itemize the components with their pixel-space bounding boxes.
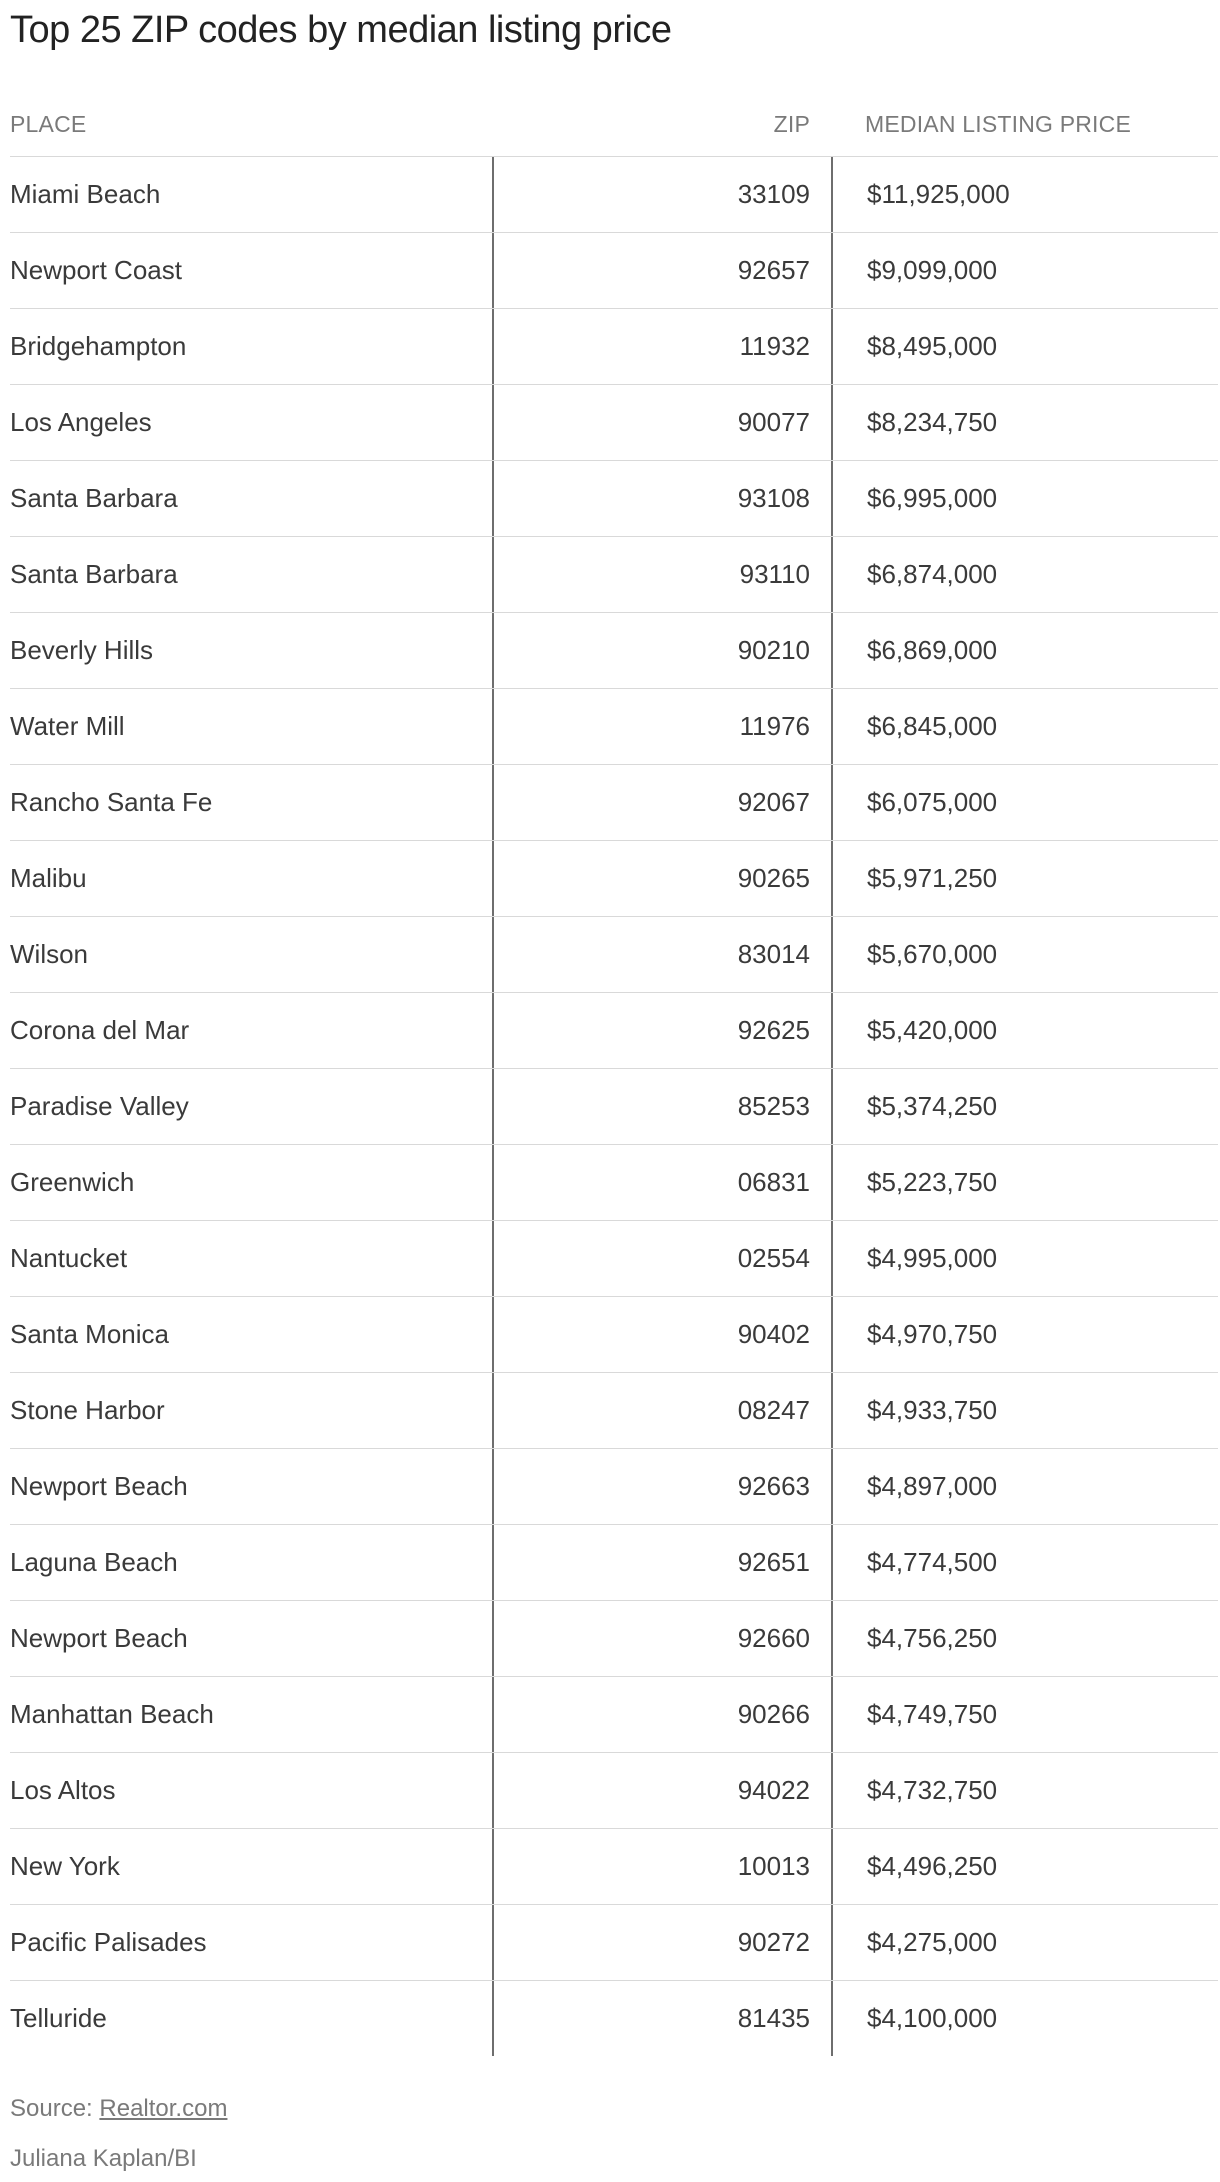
cell-place: Pacific Palisades	[10, 1927, 207, 1957]
cell-price: $8,234,750	[831, 385, 1218, 460]
cell-zip: 90272	[492, 1905, 810, 1980]
table-row	[10, 1221, 1218, 1297]
table-row	[10, 1525, 1218, 1601]
cell-price: $4,496,250	[831, 1829, 1218, 1904]
cell-place: Corona del Mar	[10, 1015, 190, 1045]
column-header-price: MEDIAN LISTING PRICE	[865, 111, 1131, 137]
cell-zip: 83014	[492, 917, 810, 992]
cell-zip: 92651	[492, 1525, 810, 1600]
cell-place: Nantucket	[10, 1243, 128, 1273]
cell-price: $8,495,000	[831, 309, 1218, 384]
cell-zip: 94022	[492, 1753, 810, 1828]
cell-zip: 06831	[492, 1145, 810, 1220]
table-header	[10, 100, 1218, 157]
table-row	[10, 613, 1218, 689]
cell-price: $4,100,000	[831, 1981, 1218, 2056]
cell-zip: 81435	[492, 1981, 810, 2056]
table-row	[10, 1069, 1218, 1145]
cell-place: Newport Beach	[10, 1471, 188, 1501]
cell-zip: 92657	[492, 233, 810, 308]
table-row	[10, 841, 1218, 917]
table-row	[10, 1601, 1218, 1677]
cell-zip: 90266	[492, 1677, 810, 1752]
cell-price: $6,874,000	[831, 537, 1218, 612]
cell-place: Malibu	[10, 863, 87, 893]
cell-zip: 33109	[492, 157, 810, 232]
cell-price: $5,420,000	[831, 993, 1218, 1068]
cell-place: Los Altos	[10, 1775, 116, 1805]
table-row	[10, 1373, 1218, 1449]
cell-place: Wilson	[10, 939, 89, 969]
cell-price: $4,749,750	[831, 1677, 1218, 1752]
cell-place: Telluride	[10, 2003, 107, 2033]
cell-price: $4,970,750	[831, 1297, 1218, 1372]
cell-zip: 11932	[492, 309, 810, 384]
cell-price: $5,971,250	[831, 841, 1218, 916]
table-row	[10, 1981, 1218, 2057]
cell-place: New York	[10, 1851, 120, 1881]
cell-place: Los Angeles	[10, 407, 152, 437]
cell-price: $11,925,000	[831, 157, 1218, 232]
table-row	[10, 689, 1218, 765]
cell-price: $5,223,750	[831, 1145, 1218, 1220]
cell-place: Paradise Valley	[10, 1091, 189, 1121]
cell-place: Water Mill	[10, 711, 125, 741]
cell-place: Newport Coast	[10, 255, 182, 285]
cell-zip: 90210	[492, 613, 810, 688]
table-row	[10, 157, 1218, 233]
table-row	[10, 1905, 1218, 1981]
cell-zip: 93110	[492, 537, 810, 612]
table-row	[10, 1677, 1218, 1753]
cell-place: Santa Barbara	[10, 483, 178, 513]
cell-price: $9,099,000	[831, 233, 1218, 308]
table-row	[10, 993, 1218, 1069]
cell-place: Laguna Beach	[10, 1547, 178, 1577]
data-table	[10, 100, 1218, 2057]
table-row	[10, 537, 1218, 613]
table-row	[10, 917, 1218, 993]
cell-zip: 11976	[492, 689, 810, 764]
cell-place: Beverly Hills	[10, 635, 154, 665]
cell-zip: 02554	[492, 1221, 810, 1296]
cell-zip: 10013	[492, 1829, 810, 1904]
cell-price: $4,933,750	[831, 1373, 1218, 1448]
cell-zip: 92660	[492, 1601, 810, 1676]
source-line	[10, 2092, 227, 2126]
cell-zip: 90077	[492, 385, 810, 460]
cell-price: $4,774,500	[831, 1525, 1218, 1600]
chart-title: Top 25 ZIP codes by median listing price	[10, 9, 672, 51]
table-row	[10, 1145, 1218, 1221]
cell-place: Manhattan Beach	[10, 1699, 214, 1729]
cell-price: $6,845,000	[831, 689, 1218, 764]
table-row	[10, 309, 1218, 385]
cell-price: $6,869,000	[831, 613, 1218, 688]
cell-price: $4,897,000	[831, 1449, 1218, 1524]
cell-place: Newport Beach	[10, 1623, 188, 1653]
cell-price: $4,275,000	[831, 1905, 1218, 1980]
cell-price: $4,756,250	[831, 1601, 1218, 1676]
cell-zip: 90402	[492, 1297, 810, 1372]
table-row	[10, 1449, 1218, 1525]
credit: Juliana Kaplan/BI	[10, 2145, 197, 2172]
chart-footer	[10, 2092, 228, 2172]
source-link[interactable]: Realtor.com	[99, 2095, 228, 2122]
table-row	[10, 1297, 1218, 1373]
cell-place: Miami Beach	[10, 179, 161, 209]
table-row	[10, 765, 1218, 841]
table-row	[10, 385, 1218, 461]
source-label: Source:	[10, 2095, 100, 2122]
cell-zip: 93108	[492, 461, 810, 536]
cell-price: $4,995,000	[831, 1221, 1218, 1296]
table-row	[10, 233, 1218, 309]
table-row	[10, 1829, 1218, 1905]
cell-place: Santa Barbara	[10, 559, 178, 589]
cell-place: Bridgehampton	[10, 331, 187, 361]
cell-zip: 08247	[492, 1373, 810, 1448]
table-row	[10, 1753, 1218, 1829]
table-row	[10, 461, 1218, 537]
cell-price: $5,374,250	[831, 1069, 1218, 1144]
column-header-zip: ZIP	[773, 111, 810, 137]
cell-zip: 90265	[492, 841, 810, 916]
cell-place: Stone Harbor	[10, 1395, 165, 1425]
cell-price: $4,732,750	[831, 1753, 1218, 1828]
cell-price: $5,670,000	[831, 917, 1218, 992]
cell-place: Santa Monica	[10, 1319, 169, 1349]
cell-place: Rancho Santa Fe	[10, 787, 213, 817]
table-body	[10, 157, 1218, 2057]
column-header-place: PLACE	[10, 111, 87, 137]
cell-place: Greenwich	[10, 1167, 135, 1197]
cell-zip: 92067	[492, 765, 810, 840]
cell-zip: 85253	[492, 1069, 810, 1144]
cell-price: $6,075,000	[831, 765, 1218, 840]
cell-zip: 92625	[492, 993, 810, 1068]
cell-zip: 92663	[492, 1449, 810, 1524]
cell-price: $6,995,000	[831, 461, 1218, 536]
